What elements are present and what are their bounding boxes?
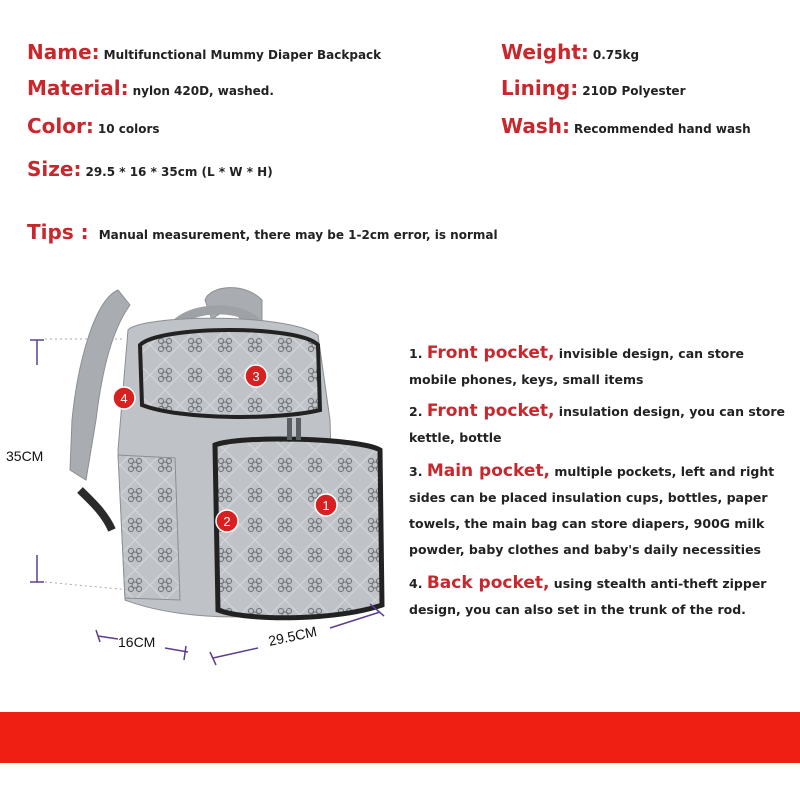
spec-lining: [501, 76, 686, 100]
spec-name: [27, 40, 381, 64]
spec-color: [27, 114, 160, 138]
spec-value: nylon 420D, washed.: [132, 84, 274, 98]
svg-text:3: 3: [252, 369, 260, 384]
spec-label: Material:: [27, 76, 129, 100]
feature-desc: insulation design, you can store kettle, bottle: [409, 404, 785, 445]
top-flap: [140, 330, 320, 417]
tips-label: Tips :: [27, 220, 89, 244]
zipper-pull: [287, 418, 292, 440]
spec-value: 29.5 * 16 * 35cm (L * W * H): [85, 165, 273, 179]
feature-num: 1.: [409, 346, 423, 361]
feature-title: Front pocket,: [426, 401, 555, 421]
tips: [27, 220, 498, 244]
feature-1: [409, 340, 789, 393]
spec-value: Multifunctional Mummy Diaper Backpack: [103, 48, 382, 62]
spec-value: 210D Polyester: [582, 84, 686, 98]
feature-title: Back pocket,: [426, 573, 550, 593]
feature-desc: multiple pockets, left and right sides can be placed insulation cups, bottles, paper towels, the main bag can store diapers, 900G milk powder, baby clothes and baby's daily necessities: [409, 464, 775, 557]
spec-label: Color:: [27, 114, 94, 138]
feature-3: [409, 458, 789, 563]
feature-4: [409, 570, 789, 623]
red-banner: [0, 712, 800, 763]
spec-label: Size:: [27, 157, 82, 181]
spec-weight: [501, 40, 639, 64]
feature-num: 2.: [409, 404, 423, 419]
tips-text: Manual measurement, there may be 1-2cm error, is normal: [98, 228, 498, 242]
front-pocket: [215, 439, 382, 618]
spec-label: Lining:: [501, 76, 579, 100]
spec-material: [27, 76, 274, 100]
marker-1: [315, 494, 337, 516]
side-pocket: [118, 455, 180, 600]
backpack-illustration: [0, 265, 400, 675]
spec-label: Weight:: [501, 40, 589, 64]
length-label: 29.5CM: [266, 623, 319, 649]
feature-title: Main pocket,: [426, 461, 550, 481]
spec-value: Recommended hand wash: [573, 122, 751, 136]
spec-value: 10 colors: [97, 122, 160, 136]
spec-wash: [501, 114, 751, 138]
zipper-pull: [296, 418, 301, 440]
feature-desc: invisible design, can store mobile phones, keys, small items: [409, 346, 745, 387]
feature-desc: using stealth anti-theft zipper design, you can also set in the trunk of the rod.: [409, 576, 767, 617]
feature-title: Front pocket,: [426, 343, 555, 363]
svg-text:4: 4: [120, 391, 128, 406]
marker-2: [216, 510, 238, 532]
marker-3: [245, 365, 267, 387]
svg-text:1: 1: [322, 498, 330, 513]
spec-label: Name:: [27, 40, 100, 64]
height-label: 35CM: [6, 448, 44, 464]
width-label: 16CM: [118, 634, 156, 650]
spec-label: Wash:: [501, 114, 570, 138]
spec-size: [27, 157, 273, 181]
marker-4: [113, 387, 135, 409]
svg-text:2: 2: [223, 514, 231, 529]
feature-num: 4.: [409, 576, 423, 591]
feature-num: 3.: [409, 464, 423, 479]
strap-clip: [80, 490, 112, 530]
spec-value: 0.75kg: [592, 48, 640, 62]
feature-2: [409, 398, 789, 451]
